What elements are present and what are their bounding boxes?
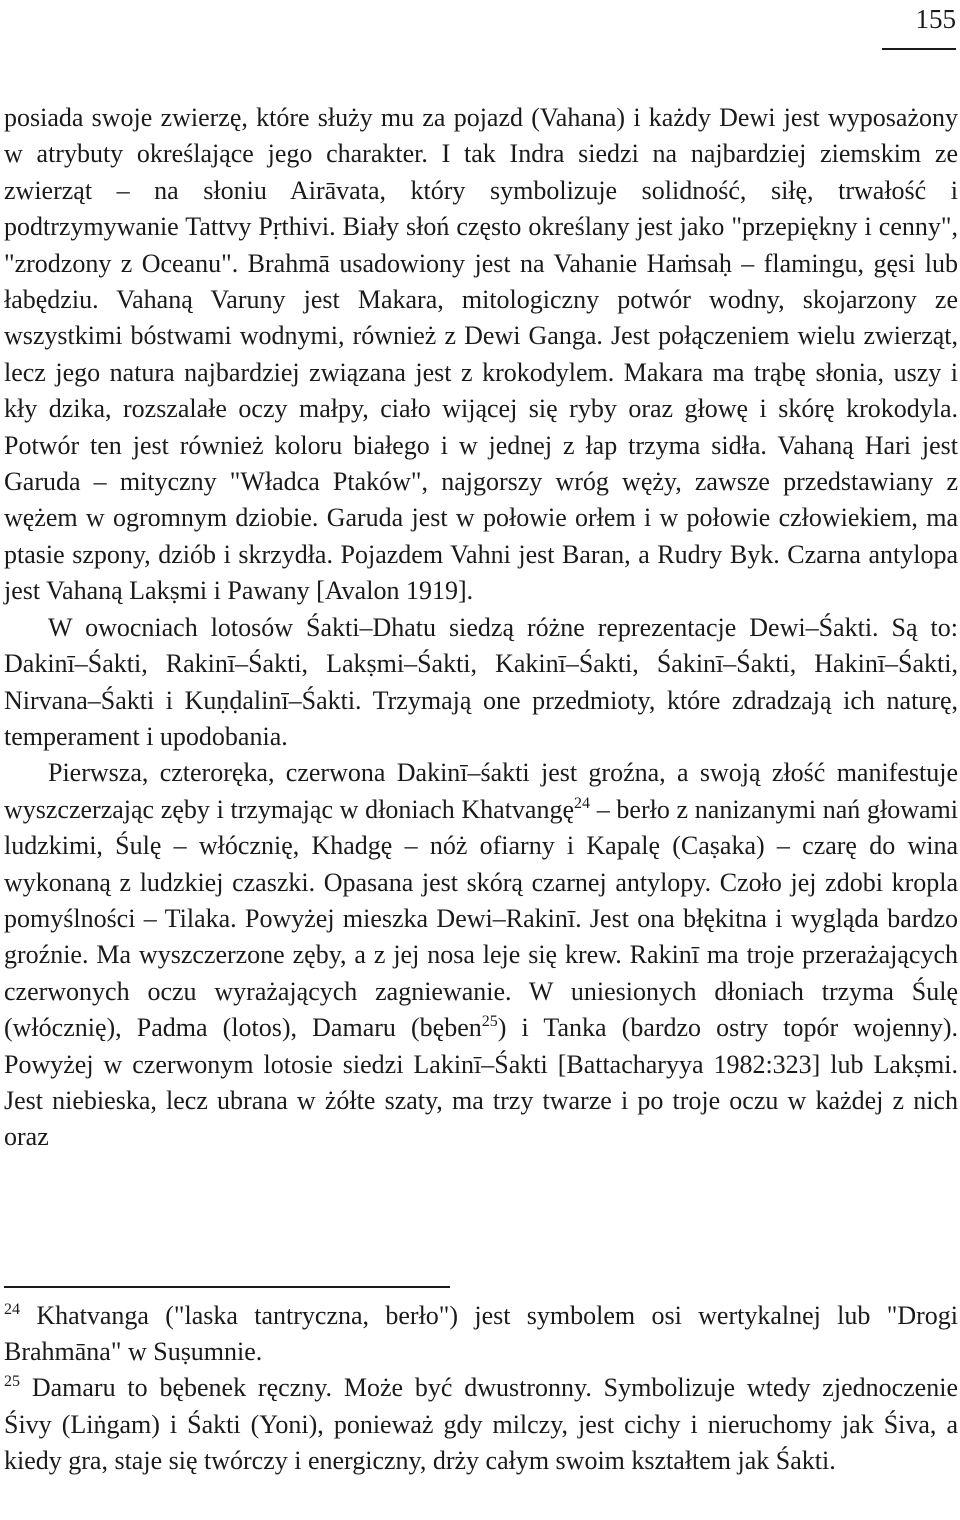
footnote-24-text: Khatvanga ("laska tantryczna, berło") jest symbolem osi wertykalnej lub "Drogi Brahmāna" w Suṣumnie. bbox=[4, 1301, 958, 1367]
paragraph-1: posiada swoje zwierzę, które służy mu za pojazd (Vahana) i każdy Dewi jest wyposażony w atrybuty określające jego charakter. I tak Indra siedzi na najbardziej ziemskim ze zwierząt – na słoniu Airāvata, który symbolizuje solidność, siłę, trwałość i podtrzymywanie Tattvy Pṛthivi. Biały słoń często określany jest jako "przepiękny i cenny", "zrodzony z Oceanu". Brahmā usadowiony jest na Vahanie Haṁsaḥ – flamingu, gęsi lub łabędziu. Vahaną Varuny jest Makara, mitologiczny potwór wodny, skojarzony ze wszystkimi bóstwami wodnymi, również z Dewi Ganga. Jest połączeniem wielu zwierząt, lecz jego natura najbardziej związana jest z krokodylem. Makara ma trąbę słonia, uszy i kły dzika, rozszalałe oczy małpy, ciało wijącej się ryby oraz głowę i skórę krokodyla. Potwór ten jest również koloru białego i w jednej z łap trzyma sidła. Vahaną Hari jest Garuda – mityczny "Władca Ptaków", najgorszy wróg węży, zawsze przedstawiany z wężem w ogromnym dziobie. Garuda jest w połowie orłem i w połowie człowiekiem, ma ptasie szpony, dziób i skrzydła. Pojazdem Vahni jest Baran, a Rudry Byk. Czarna antylopa jest Vahaną Lakṣmi i Pawany [Avalon 1919]. bbox=[4, 103, 958, 606]
footnote-ref-25: 25 bbox=[481, 1013, 498, 1031]
paragraph-3 bbox=[4, 755, 958, 1155]
paragraph-3-part-b: – berło z nanizanymi nań głowami ludzkimi, Śulę – włócznię, Khadgę – nóż ofiarny i Kapalę (Caṣaka) – czarę do wina wykonaną z ludzkiej czaszki. Opasana jest skórą czarnej antylopy. Czoło jej zdobi kropla pomyślności – Tilaka. Powyżej mieszka Dewi–Rakinī. Jest ona błękitna i wygląda bardzo groźnie. Ma wyszczerzone zęby, a z jej nosa leje się krew. Rakinī ma troje przerażających czerwonych oczu wyrażających zagniewanie. W uniesionych dłoniach trzyma Śulę (włócznię), Padma (lotos), Damaru (bęben bbox=[4, 794, 958, 1043]
page-number: 155 bbox=[915, 4, 956, 34]
paragraph-3-part-c: ) i Tanka (bardzo ostry topór wojenny). Powyżej w czerwonym lotosie siedzi Lakinī–Śakti [Battacharyya 1982:323] lub Lakṣmi. Jest niebieska, lecz ubrana w żółte szaty, ma trzy twarze i po troje oczu w każdej z nich oraz bbox=[4, 1013, 958, 1152]
header-rule bbox=[882, 48, 956, 50]
footnote-ref-24: 24 bbox=[574, 794, 591, 812]
paragraph-2: W owocniach lotosów Śakti–Dhatu siedzą różne reprezentacje Dewi–Śakti. Są to: Dakinī–Śakti, Rakinī–Śakti, Lakṣmi–Śakti, Kakinī–Śakti, Śakinī–Śakti, Hakinī–Śakti, Nirvana–Śakti i Kuṇḍalinī–Śakti. Trzymają one przedmioty, które zdradzają ich naturę, temperament i upodobania. bbox=[4, 612, 958, 751]
footnote-rule bbox=[4, 1286, 450, 1288]
footnote-25-mark: 25 bbox=[4, 1373, 20, 1391]
footnote-24 bbox=[4, 1298, 958, 1370]
footnote-25 bbox=[4, 1370, 958, 1479]
body-text bbox=[4, 100, 958, 1156]
footnotes bbox=[4, 1298, 958, 1479]
footnote-25-text: Damaru to bębenek ręczny. Może być dwustronny. Symbolizuje wtedy zjednoczenie Śivy (Liṅgam) i Śakti (Yoni), ponieważ gdy milczy, jest cichy i nieruchomy jak Śiva, a kiedy gra, staje się twórczy i energiczny, drży całym swoim kształtem jak Śakti. bbox=[4, 1373, 958, 1475]
footnote-24-mark: 24 bbox=[4, 1301, 20, 1318]
paragraph-3-part-a: Pierwsza, czteroręka, czerwona Dakinī–śakti jest groźna, a swoją złość manifestuje wyszczerzając zęby i trzymając w dłoniach Khatvangę bbox=[4, 758, 958, 824]
